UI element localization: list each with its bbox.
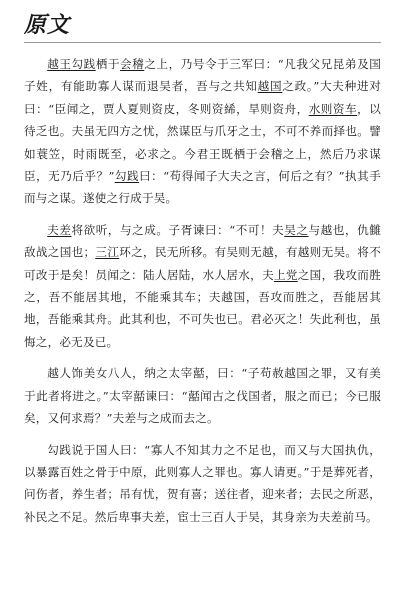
text-segment: 之上，乃号令于三军曰：“凡我父兄昆弟及国子姓，有能助寡人谋而退吴者，吾与之共知 xyxy=(24,57,381,94)
page-title: 原文 xyxy=(24,12,71,38)
text-segment: 水则资车 xyxy=(308,101,358,116)
text-segment: 勾践 xyxy=(114,169,140,184)
text-segment: 与越也，仇雠敌战之国也； xyxy=(24,222,382,260)
text-segment: 曰：“苟得闻子大夫之言，何后之有？”执其手而与之谋。遂使之行成于吴。 xyxy=(24,169,381,206)
paragraph-3 xyxy=(24,362,381,429)
text-segment: 越人饰美女八人，纳之太宰嚭，曰：“子苟赦越国之罪，又有美于此者将进之。”太宰嚭谏曰：“嚭闻古之伐国者，服之而已；今已服矣，又何求焉？”夫差与之成而去之。 xyxy=(24,366,381,426)
text-segment: 三江 xyxy=(95,245,120,260)
text-segment: 越王勾践 xyxy=(47,57,96,71)
paragraph-1 xyxy=(24,53,381,210)
paragraph-2 xyxy=(24,219,381,353)
text-segment: 将欲听，与之成。子胥谏曰：“不可！夫 xyxy=(71,222,285,237)
text-segment: 之国，我攻而胜之，吾不能居其地，不能乘其车；夫越国，吾攻而胜之，吾能居其地，吾能乘其舟。此其利也，不可失也已。君必灭之！失此利也，虽悔之，必无及已。 xyxy=(24,267,381,349)
text-segment: 环之，民无所移。有吴则无越，有越则无吴。将不可改于是矣！员闻之：陆人居陆，水人居水，夫 xyxy=(24,245,381,282)
text-segment: 夫差 xyxy=(47,222,72,237)
title-divider xyxy=(24,42,381,43)
text-segment: 越国 xyxy=(257,79,283,94)
text-segment: 勾践说于国人曰：“寡人不知其力之不足也，而又与大国执仇，以暴露百姓之骨于中原，此则寡人之罪也。寡人请更。”于是葬死者，问伤者，养生者；吊有忧，贺有喜；送往者，迎来者；去民之所恶，补民之不足。然后卑事夫差，宦士三百人于吴，其身亲为夫差前马。 xyxy=(24,442,381,524)
paragraph-4 xyxy=(24,439,381,529)
text-segment: 栖于 xyxy=(95,57,121,71)
text-segment: 吴之 xyxy=(284,222,309,237)
text-segment: 会稽 xyxy=(120,57,145,71)
text-segment: 上党 xyxy=(273,267,298,282)
text-segment: 之政。”大夫种进对曰：“臣闻之，贾人夏则资皮，冬则资絺，旱则资舟， xyxy=(24,79,381,116)
text-segment: ，以待乏也。夫虽无四方之忧，然谋臣与爪牙之士，不可不养而择也。譬如蓑笠，时雨既至，必求之。今君王既栖于会稽之上，然后乃求谋臣，无乃后乎？” xyxy=(24,101,382,184)
